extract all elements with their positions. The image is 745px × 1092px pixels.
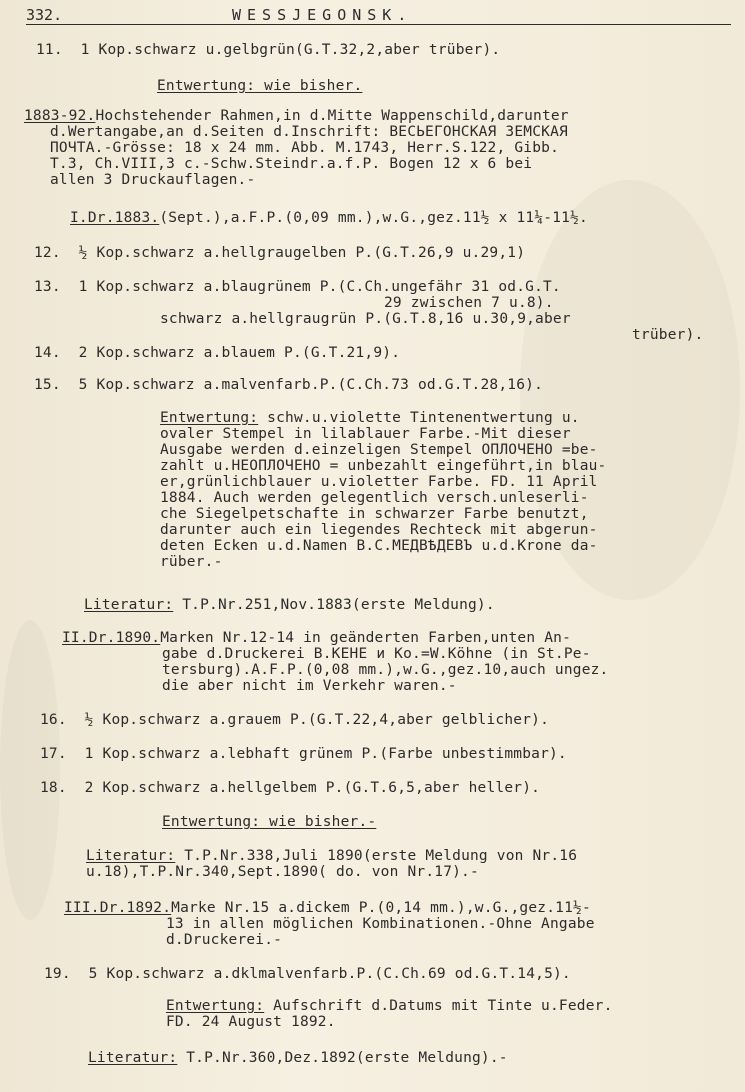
stamp-entry-15: 15. 5 Kop.schwarz a.malvenfarb.P.(C.Ch.73 od.G.T.28,16). [34,377,543,393]
stamp-entry-11: 11. 1 Kop.schwarz u.gelbgrün(G.T.32,2,aber trüber). [36,42,501,58]
literature-note-2: Literatur: T.P.Nr.338,Juli 1890(erste Meldung von Nr.16 [86,848,578,864]
issue-years: 1883-92. [24,108,96,124]
cancellation-line: er,grünlichblauer u.violetter Farbe. FD. 11 April [160,474,598,490]
printing-description-line: tersburg).A.F.P.(0,08 mm.),w.G.,gez.10,auch ungez. [162,662,609,678]
cancellation-line: darunter auch ein liegendes Rechteck mit abgerun- [160,522,598,538]
literature-note-2-cont: u.18),T.P.Nr.340,Sept.1890( do. von Nr.17).- [86,864,479,880]
printing-description-line: gabe d.Druckerei В.КЕНЕ и Ко.=W.Köhne (in St.Pe- [162,646,591,662]
cancellation-line: ovaler Stempel in lilablauer Farbe.-Mit dieser [160,426,571,442]
cancellation-line: Ausgabe werden d.einzeligen Stempel ОПЛОЧЕНО =be- [160,442,598,458]
cancellation-note-3: Entwertung: Aufschrift d.Datums mit Tinte u.Feder. [166,998,613,1014]
cancellation-line: deten Ecken u.d.Namen В.С.МЕДВѢДЕВЪ u.d.Krone da- [160,538,598,554]
cancellation-note-2: Entwertung: wie bisher.- [162,814,377,830]
stamp-entry-19: 19. 5 Kop.schwarz a.dklmalvenfarb.P.(C.Ch.69 od.G.T.14,5). [44,966,571,982]
stamp-entry-16: 16. ½ Kop.schwarz a.grauem P.(G.T.22,4,aber gelblicher). [40,712,549,728]
issue-description: Hochstehender Rahmen,in d.Mitte Wappenschild,darunter [95,108,569,124]
page-number: 332. [26,6,63,24]
stamp-entry-13-variant-cont: trüber). [632,327,704,343]
printing-heading-1: I.Dr.1883.(Sept.),a.F.P.(0,09 mm.),w.G.,gez.11½ x 11¼-11½. [70,210,588,226]
stamp-entry-18: 18. 2 Kop.schwarz a.hellgelbem P.(G.T.6,5,aber heller). [40,780,541,796]
cancellation-line: rüber.- [160,554,223,570]
paper-stain [0,620,60,920]
printing-description-line: 13 in allen möglichen Kombinationen.-Ohne Angabe [166,916,595,932]
cancellation-line: che Siegelpetschafte in schwarzer Farbe benutzt, [160,506,589,522]
stamp-entry-12: 12. ½ Kop.schwarz a.hellgraugelben P.(G.T.26,9 u.29,1) [34,245,526,261]
printing-description-line: die aber nicht im Verkehr waren.- [162,678,457,694]
cancellation-line: zahlt u.НЕОПЛОЧЕНО = unbezahlt eingeführt,in blau- [160,458,607,474]
stamp-entry-13: 13. 1 Kop.schwarz a.blaugrünem P.(C.Ch.ungefähr 31 od.G.T. [34,279,561,295]
cancellation-note-3-cont: FD. 24 August 1892. [166,1014,336,1030]
literature-note-3: Literatur: T.P.Nr.360,Dez.1892(erste Meldung).- [88,1050,508,1066]
printing-heading-2: II.Dr.1890.Marken Nr.12-14 in geänderten Farben,unten An- [62,630,572,646]
literature-note-1: Literatur: T.P.Nr.251,Nov.1883(erste Meldung). [84,597,495,613]
stamp-entry-17: 17. 1 Kop.schwarz a.lebhaft grünem P.(Farbe unbestimmbar). [40,746,567,762]
page-header [26,6,731,25]
cancellation-note: Entwertung: wie bisher. [157,78,363,94]
cancellation-line: 1884. Auch werden gelegentlich versch.unleserli- [160,490,589,506]
stamp-entry-13-cont: 29 zwischen 7 u.8). [384,295,554,311]
stamp-entry-13-variant: schwarz a.hellgraugrün P.(G.T.8,16 u.30,9,aber [160,311,571,327]
issue-heading-1883 [24,108,569,124]
description-line: ПОЧТА.-Grösse: 18 x 24 mm. Abb. M.1743, Herr.S.122, Gibb. [50,140,559,156]
cancellation-paragraph: Entwertung: schw.u.violette Tintenentwertung u. [160,410,580,426]
printing-description-line: d.Druckerei.- [166,932,283,948]
page-title: WESSJEGONSK. [232,6,413,24]
description-line: d.Wertangabe,an d.Seiten d.Inschrift: ВЕСЬЕГОНСКАЯ ЗЕМСКАЯ [50,124,568,140]
stamp-entry-14: 14. 2 Kop.schwarz a.blauem P.(G.T.21,9). [34,345,401,361]
description-line: T.3, Ch.VIII,3 c.-Schw.Steindr.a.f.P. Bogen 12 x 6 bei [50,156,533,172]
printing-heading-3: III.Dr.1892.Marke Nr.15 a.dickem P.(0,14 mm.),w.G.,gez.11½- [64,900,591,916]
description-line: allen 3 Druckauflagen.- [50,172,256,188]
